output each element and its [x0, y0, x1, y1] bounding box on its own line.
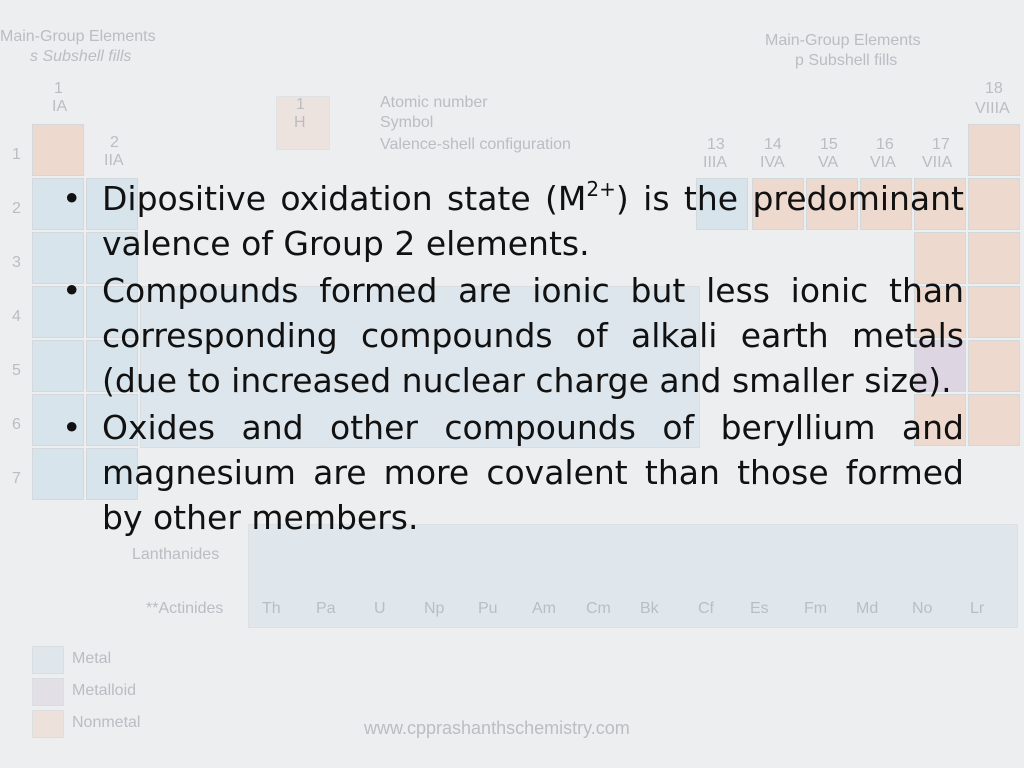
group-15-roman: VA — [818, 154, 839, 171]
element-cell — [32, 124, 84, 176]
group-16-number: 16 — [876, 136, 894, 153]
group-13-number: 13 — [707, 136, 725, 153]
element-cell — [968, 124, 1020, 176]
right-header-line2: p Subshell fills — [795, 52, 898, 69]
actinide-symbol: Am — [532, 600, 556, 617]
legend-nonmetal-swatch — [32, 710, 64, 738]
group-14-number: 14 — [764, 136, 782, 153]
element-cell — [968, 340, 1020, 392]
legend-nonmetal-label: Nonmetal — [72, 714, 141, 731]
group-2-roman: IIA — [104, 152, 124, 169]
legend-metalloid-label: Metalloid — [72, 682, 137, 699]
actinide-symbol: Cm — [586, 600, 611, 617]
actinide-symbol: Lr — [970, 600, 985, 617]
period-4: 4 — [12, 308, 21, 325]
bullet-item — [62, 176, 964, 266]
period-6: 6 — [12, 416, 21, 433]
group-15-number: 15 — [820, 136, 838, 153]
right-header-line1: Main-Group Elements — [765, 32, 921, 49]
group-2-number: 2 — [110, 134, 119, 151]
bullet-dot: • — [62, 271, 82, 310]
group-13-roman: IIIA — [703, 154, 728, 171]
bullet-list — [62, 176, 964, 542]
period-3: 3 — [12, 254, 21, 271]
bullet-item — [62, 268, 964, 403]
element-cell — [968, 286, 1020, 338]
actinide-symbol: Bk — [640, 600, 659, 617]
actinide-symbol: Cf — [698, 600, 714, 617]
legend-metal-swatch — [32, 646, 64, 674]
left-header-line1: Main-Group Elements — [0, 28, 156, 45]
left-header-line2: s Subshell fills — [30, 48, 132, 65]
actinide-symbol: No — [912, 600, 933, 617]
element-cell — [968, 178, 1020, 230]
actinide-symbol: Fm — [804, 600, 828, 617]
key-label-valence: Valence-shell configuration — [380, 136, 571, 153]
actinide-symbol: Pa — [316, 600, 336, 617]
bullet-item — [62, 405, 964, 540]
actinide-symbol: Th — [262, 600, 281, 617]
key-label-symbol: Symbol — [380, 114, 434, 131]
key-cell-symbol: H — [294, 114, 306, 131]
group-18-number: 18 — [985, 80, 1003, 97]
legend-metal-label: Metal — [72, 650, 112, 667]
period-7: 7 — [12, 470, 21, 487]
key-cell-number: 1 — [296, 96, 305, 113]
bullet-1-rest: ) is the predominant valence of Group 2 elements. — [102, 179, 964, 263]
actinide-symbol: U — [374, 600, 386, 617]
group-1-number: 1 — [54, 80, 63, 97]
period-1: 1 — [12, 146, 21, 163]
bullet-2-text: Compounds formed are ionic but less ionic than corresponding compounds of alkali earth metals (due to increased nuclear charge and smaller size). — [102, 271, 964, 400]
group-1-roman: IA — [52, 98, 68, 115]
group-17-number: 17 — [932, 136, 950, 153]
legend-metalloid-swatch — [32, 678, 64, 706]
actinide-symbol: Pu — [478, 600, 498, 617]
actinides-label: **Actinides — [146, 600, 224, 617]
lanthanides-label: Lanthanides — [132, 546, 220, 563]
actinide-symbol: Es — [750, 600, 769, 617]
actinide-symbol: Md — [856, 600, 879, 617]
group-16-roman: VIA — [870, 154, 896, 171]
bullet-dot: • — [62, 179, 82, 218]
group-14-roman: IVA — [760, 154, 785, 171]
group-17-roman: VIIA — [922, 154, 953, 171]
key-label-atomic-number: Atomic number — [380, 94, 488, 111]
website-watermark: www.cpprashanthschemistry.com — [364, 718, 630, 738]
bullet-3-text: Oxides and other compounds of beryllium and magnesium are more covalent than those formed by other members. — [102, 408, 964, 537]
period-5: 5 — [12, 362, 21, 379]
actinide-symbol: Np — [424, 600, 445, 617]
bullet-dot: • — [62, 408, 82, 447]
bullet-1-superscript: 2+ — [586, 177, 616, 201]
bullet-1-text: Dipositive oxidation state (M — [102, 179, 587, 218]
element-cell — [968, 232, 1020, 284]
period-2: 2 — [12, 200, 21, 217]
group-18-roman: VIIIA — [975, 100, 1010, 117]
element-cell — [968, 394, 1020, 446]
